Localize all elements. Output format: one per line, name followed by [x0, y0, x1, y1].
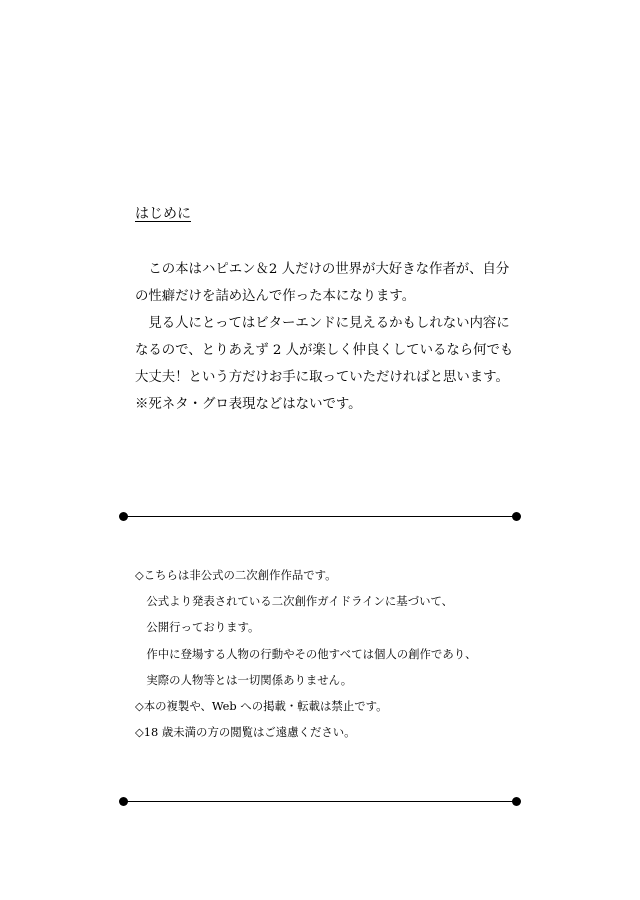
notice-text — [135, 562, 515, 745]
bottom-divider — [119, 797, 521, 807]
intro-line: なるので、とりあえず 2 人が楽しく仲良くしているなら何でも — [135, 343, 514, 358]
notice-line: 公式より発表されている二次創作ガイドラインに基づいて、 — [135, 594, 454, 609]
divider-dot — [512, 797, 521, 806]
notice-line: ◇18 歳未満の方の閲覧はご遠慮ください。 — [135, 725, 356, 740]
intro-text — [135, 256, 515, 418]
notice-line: ◇本の複製や、Web への掲載・転載は禁止です。 — [135, 698, 388, 713]
notice-line: 実際の人物等とは一切関係ありません。 — [135, 672, 353, 687]
divider-line — [123, 516, 517, 517]
notice-line: ◇こちらは非公式の二次創作作品です。 — [135, 568, 337, 582]
intro-line: 見る人にとってはビターエンドに見えるかもしれない内容に — [135, 316, 510, 331]
notice-line: 作中に登場する人物の行動やその他すべては個人の創作であり、 — [135, 646, 477, 661]
intro-line: の性癖だけを詰め込んで作った本になります。 — [135, 289, 416, 304]
divider-line — [123, 801, 517, 802]
intro-line: この本はハピエン＆2 人だけの世界が大好きな作者が、自分 — [135, 262, 510, 277]
intro-line: 大丈夫！という方だけお手に取っていただければと思います。 — [135, 370, 509, 385]
notice-line: 公開行っております。 — [135, 620, 260, 635]
intro-line: ※死ネタ・グロ表現などはないです。 — [135, 397, 362, 412]
top-divider — [119, 512, 521, 522]
divider-dot — [512, 512, 521, 521]
intro-heading: はじめに — [135, 206, 191, 222]
